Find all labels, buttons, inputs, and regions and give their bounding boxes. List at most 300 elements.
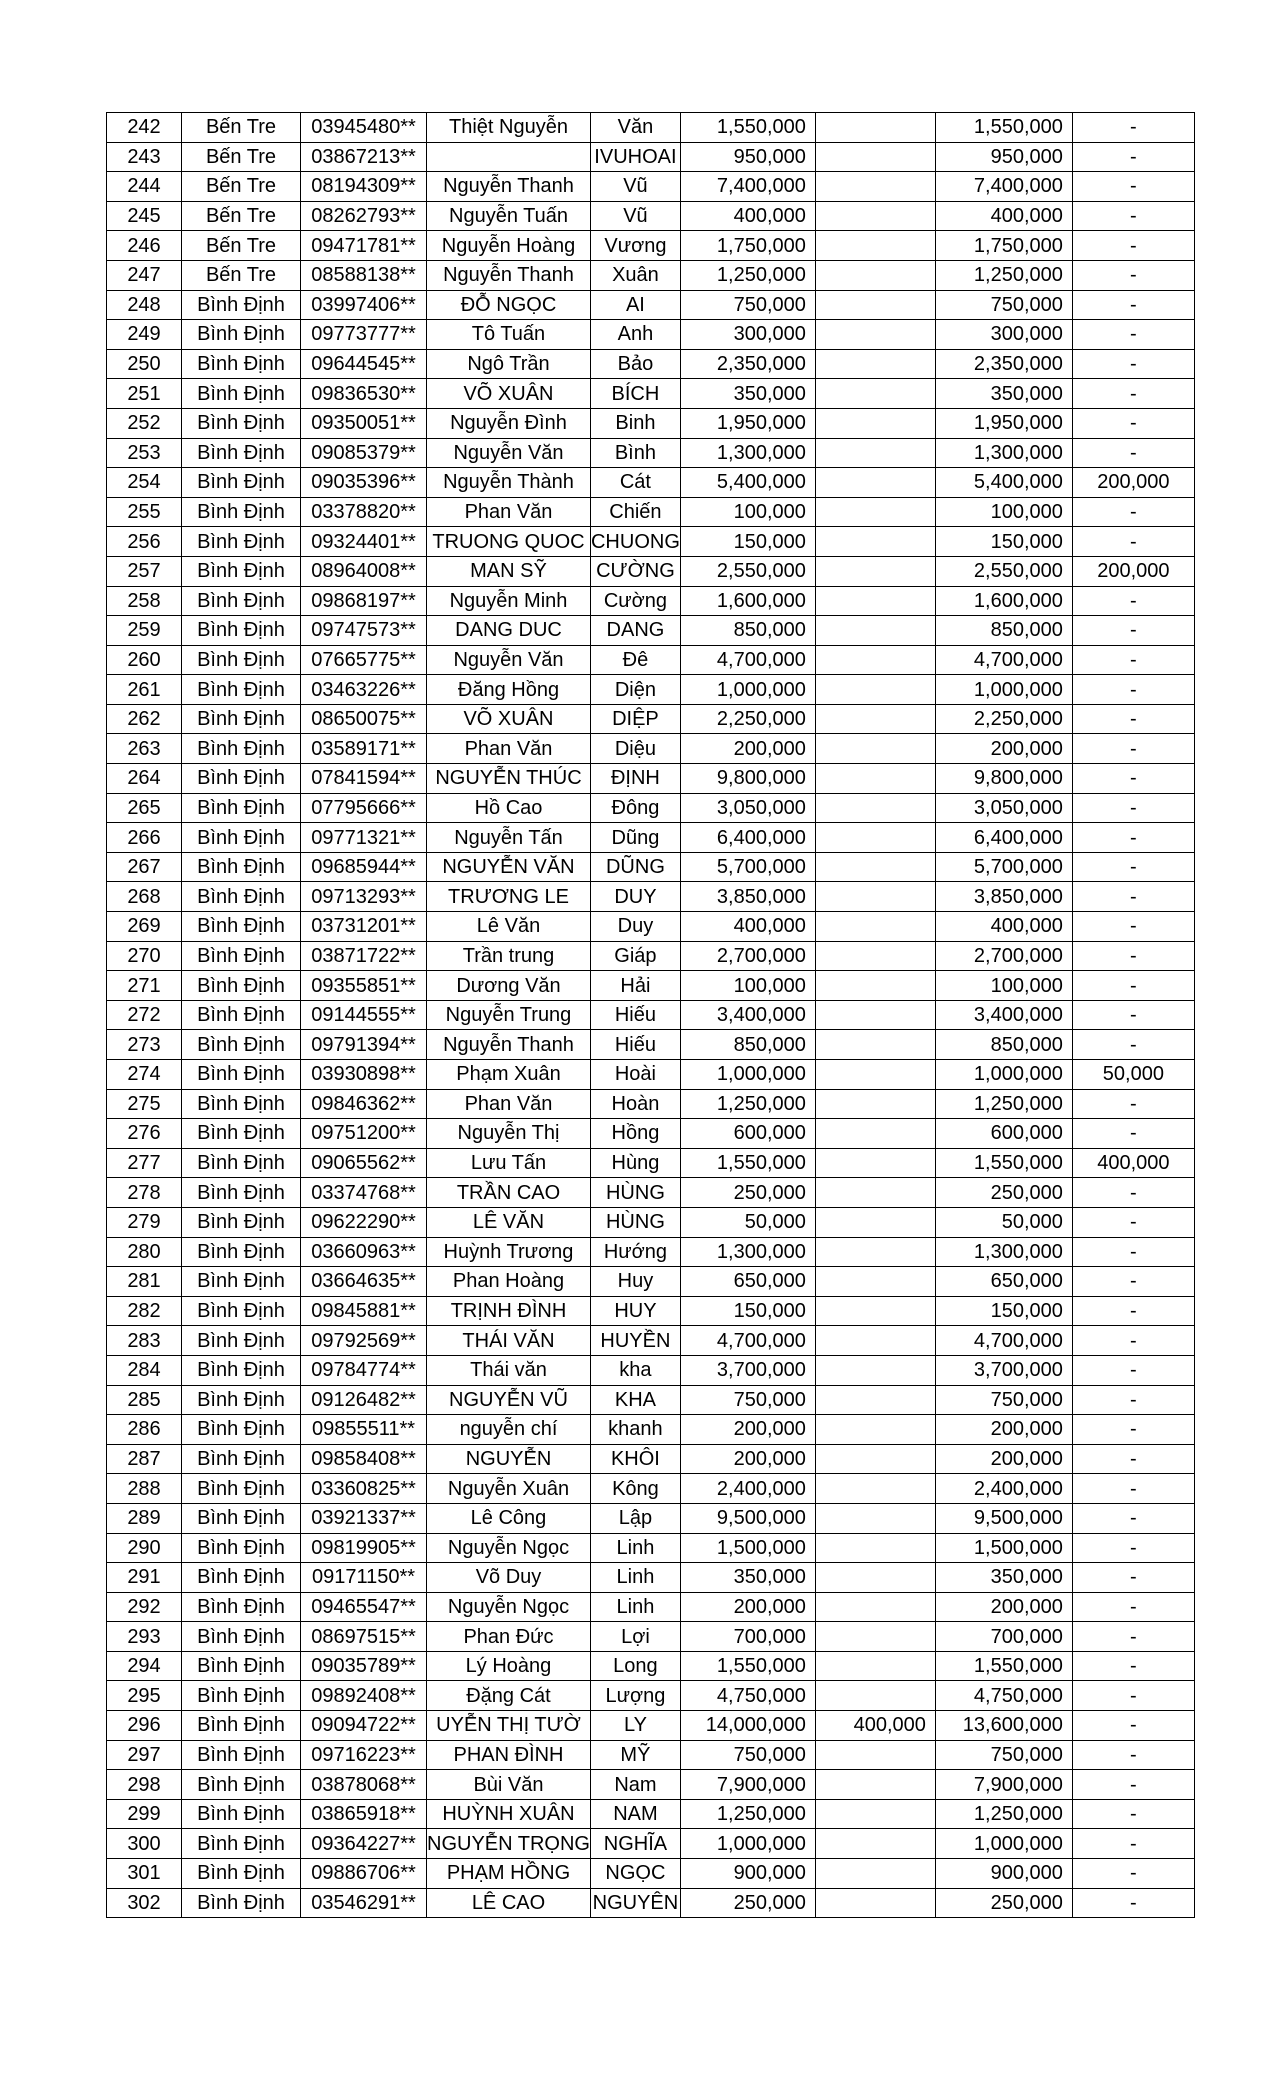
- cell-amount: 1,000,000: [680, 1060, 815, 1090]
- cell-amount: 200,000: [680, 1592, 815, 1622]
- cell-amount: 650,000: [680, 1267, 815, 1297]
- cell-province: Bình Định: [182, 616, 301, 646]
- table-row: [107, 1474, 1195, 1504]
- cell-bonus: -: [1072, 793, 1194, 823]
- cell-deduction: [815, 1326, 935, 1356]
- cell-bonus: -: [1072, 1296, 1194, 1326]
- cell-given-name: NGHĨA: [590, 1829, 680, 1859]
- cell-row-number: 268: [107, 882, 182, 912]
- cell-amount: 14,000,000: [680, 1711, 815, 1741]
- cell-province: Bình Định: [182, 1355, 301, 1385]
- cell-province: Bình Định: [182, 586, 301, 616]
- cell-deduction: [815, 645, 935, 675]
- cell-row-number: 251: [107, 379, 182, 409]
- table-row: [107, 527, 1195, 557]
- cell-phone: 08650075**: [301, 704, 427, 734]
- cell-phone: 03360825**: [301, 1474, 427, 1504]
- cell-net-amount: 2,400,000: [935, 1474, 1072, 1504]
- cell-province: Bình Định: [182, 1207, 301, 1237]
- cell-bonus: -: [1072, 616, 1194, 646]
- cell-province: Bình Định: [182, 734, 301, 764]
- cell-given-name: Lượng: [590, 1681, 680, 1711]
- cell-bonus: -: [1072, 586, 1194, 616]
- cell-net-amount: 1,550,000: [935, 113, 1072, 143]
- table-row: [107, 764, 1195, 794]
- table-row: [107, 1888, 1195, 1918]
- cell-surname: Nguyễn Thanh: [427, 260, 591, 290]
- cell-deduction: [815, 1474, 935, 1504]
- cell-amount: 900,000: [680, 1859, 815, 1889]
- cell-surname: Võ Duy: [427, 1563, 591, 1593]
- cell-surname: Phan Văn: [427, 497, 591, 527]
- cell-phone: 09713293**: [301, 882, 427, 912]
- cell-bonus: -: [1072, 172, 1194, 202]
- cell-row-number: 299: [107, 1799, 182, 1829]
- cell-row-number: 258: [107, 586, 182, 616]
- cell-phone: 09868197**: [301, 586, 427, 616]
- cell-surname: Trần trung: [427, 941, 591, 971]
- cell-bonus: -: [1072, 704, 1194, 734]
- cell-deduction: [815, 971, 935, 1001]
- cell-deduction: [815, 616, 935, 646]
- cell-given-name: MỸ: [590, 1740, 680, 1770]
- table-row: [107, 1415, 1195, 1445]
- cell-phone: 09716223**: [301, 1740, 427, 1770]
- cell-given-name: Diệu: [590, 734, 680, 764]
- cell-amount: 3,850,000: [680, 882, 815, 912]
- cell-province: Bình Định: [182, 1859, 301, 1889]
- cell-province: Bình Định: [182, 1711, 301, 1741]
- cell-province: Bình Định: [182, 1030, 301, 1060]
- cell-amount: 250,000: [680, 1888, 815, 1918]
- cell-deduction: [815, 349, 935, 379]
- cell-province: Bình Định: [182, 1178, 301, 1208]
- table-row: [107, 172, 1195, 202]
- cell-surname: Nguyễn Hoàng: [427, 231, 591, 261]
- cell-bonus: -: [1072, 823, 1194, 853]
- cell-row-number: 302: [107, 1888, 182, 1918]
- cell-given-name: KHA: [590, 1385, 680, 1415]
- cell-province: Bình Định: [182, 1415, 301, 1445]
- cell-surname: Nguyễn Tấn: [427, 823, 591, 853]
- cell-bonus: 200,000: [1072, 468, 1194, 498]
- cell-net-amount: 2,350,000: [935, 349, 1072, 379]
- table-row: [107, 1089, 1195, 1119]
- cell-amount: 200,000: [680, 1444, 815, 1474]
- table-row: [107, 1267, 1195, 1297]
- cell-row-number: 298: [107, 1770, 182, 1800]
- cell-row-number: 269: [107, 912, 182, 942]
- cell-row-number: 250: [107, 349, 182, 379]
- cell-amount: 7,900,000: [680, 1770, 815, 1800]
- cell-bonus: -: [1072, 527, 1194, 557]
- table-row: [107, 290, 1195, 320]
- cell-net-amount: 3,050,000: [935, 793, 1072, 823]
- cell-deduction: [815, 1030, 935, 1060]
- cell-deduction: [815, 172, 935, 202]
- cell-deduction: [815, 1355, 935, 1385]
- cell-phone: 07841594**: [301, 764, 427, 794]
- cell-phone: 03664635**: [301, 1267, 427, 1297]
- cell-amount: 200,000: [680, 1415, 815, 1445]
- cell-given-name: Bảo: [590, 349, 680, 379]
- cell-province: Bình Định: [182, 408, 301, 438]
- cell-phone: 08697515**: [301, 1622, 427, 1652]
- table-row: [107, 1326, 1195, 1356]
- table-row: [107, 852, 1195, 882]
- cell-deduction: [815, 793, 935, 823]
- cell-phone: 09819905**: [301, 1533, 427, 1563]
- cell-deduction: [815, 1385, 935, 1415]
- cell-amount: 350,000: [680, 1563, 815, 1593]
- cell-deduction: [815, 260, 935, 290]
- cell-amount: 2,350,000: [680, 349, 815, 379]
- cell-phone: 09858408**: [301, 1444, 427, 1474]
- cell-surname: nguyễn chí: [427, 1415, 591, 1445]
- cell-net-amount: 1,750,000: [935, 231, 1072, 261]
- cell-net-amount: 6,400,000: [935, 823, 1072, 853]
- cell-phone: 03374768**: [301, 1178, 427, 1208]
- cell-province: Bình Định: [182, 290, 301, 320]
- cell-row-number: 296: [107, 1711, 182, 1741]
- table-row: [107, 882, 1195, 912]
- cell-amount: 750,000: [680, 290, 815, 320]
- cell-row-number: 282: [107, 1296, 182, 1326]
- cell-surname: Lý Hoàng: [427, 1651, 591, 1681]
- cell-row-number: 281: [107, 1267, 182, 1297]
- cell-deduction: [815, 1060, 935, 1090]
- cell-net-amount: 250,000: [935, 1178, 1072, 1208]
- cell-phone: 03660963**: [301, 1237, 427, 1267]
- cell-deduction: [815, 1089, 935, 1119]
- cell-net-amount: 300,000: [935, 320, 1072, 350]
- cell-row-number: 280: [107, 1237, 182, 1267]
- cell-phone: 09791394**: [301, 1030, 427, 1060]
- cell-net-amount: 900,000: [935, 1859, 1072, 1889]
- cell-deduction: [815, 734, 935, 764]
- cell-given-name: NGỌC: [590, 1859, 680, 1889]
- cell-net-amount: 4,700,000: [935, 1326, 1072, 1356]
- cell-province: Bến Tre: [182, 231, 301, 261]
- cell-bonus: -: [1072, 1799, 1194, 1829]
- cell-bonus: -: [1072, 1592, 1194, 1622]
- cell-deduction: [815, 1829, 935, 1859]
- cell-deduction: [815, 1888, 935, 1918]
- cell-amount: 300,000: [680, 320, 815, 350]
- table-row: [107, 468, 1195, 498]
- cell-given-name: Linh: [590, 1533, 680, 1563]
- cell-row-number: 255: [107, 497, 182, 527]
- cell-surname: Ngô Trần: [427, 349, 591, 379]
- cell-net-amount: 9,500,000: [935, 1503, 1072, 1533]
- cell-amount: 200,000: [680, 734, 815, 764]
- cell-province: Bình Định: [182, 1770, 301, 1800]
- cell-surname: Phạm Xuân: [427, 1060, 591, 1090]
- cell-given-name: Cát: [590, 468, 680, 498]
- cell-province: Bình Định: [182, 852, 301, 882]
- cell-surname: TRUONG QUOC: [427, 527, 591, 557]
- cell-surname: Lê Văn: [427, 912, 591, 942]
- cell-amount: 50,000: [680, 1207, 815, 1237]
- cell-phone: 07795666**: [301, 793, 427, 823]
- data-table: [106, 112, 1195, 1918]
- cell-surname: VÕ XUÂN: [427, 379, 591, 409]
- cell-amount: 9,500,000: [680, 1503, 815, 1533]
- cell-net-amount: 750,000: [935, 1740, 1072, 1770]
- cell-province: Bến Tre: [182, 172, 301, 202]
- cell-bonus: -: [1072, 1207, 1194, 1237]
- cell-net-amount: 3,400,000: [935, 1000, 1072, 1030]
- cell-phone: 09094722**: [301, 1711, 427, 1741]
- cell-bonus: -: [1072, 1444, 1194, 1474]
- cell-bonus: -: [1072, 1711, 1194, 1741]
- cell-surname: Lê Công: [427, 1503, 591, 1533]
- cell-given-name: HÙNG: [590, 1178, 680, 1208]
- cell-deduction: [815, 142, 935, 172]
- cell-bonus: -: [1072, 497, 1194, 527]
- table-row: [107, 497, 1195, 527]
- cell-province: Bình Định: [182, 1296, 301, 1326]
- cell-bonus: -: [1072, 912, 1194, 942]
- cell-surname: Nguyễn Ngọc: [427, 1533, 591, 1563]
- cell-province: Bình Định: [182, 1888, 301, 1918]
- cell-net-amount: 2,700,000: [935, 941, 1072, 971]
- cell-province: Bình Định: [182, 1474, 301, 1504]
- table-row: [107, 1622, 1195, 1652]
- cell-deduction: [815, 586, 935, 616]
- cell-province: Bình Định: [182, 1503, 301, 1533]
- cell-amount: 1,750,000: [680, 231, 815, 261]
- cell-row-number: 289: [107, 1503, 182, 1533]
- cell-given-name: Vũ: [590, 201, 680, 231]
- cell-amount: 100,000: [680, 497, 815, 527]
- cell-phone: 03731201**: [301, 912, 427, 942]
- cell-given-name: kha: [590, 1355, 680, 1385]
- cell-phone: 08964008**: [301, 556, 427, 586]
- cell-province: Bình Định: [182, 1237, 301, 1267]
- cell-net-amount: 750,000: [935, 290, 1072, 320]
- cell-amount: 2,250,000: [680, 704, 815, 734]
- cell-net-amount: 1,000,000: [935, 675, 1072, 705]
- cell-row-number: 263: [107, 734, 182, 764]
- cell-given-name: Lợi: [590, 1622, 680, 1652]
- table-row: [107, 1385, 1195, 1415]
- cell-amount: 2,700,000: [680, 941, 815, 971]
- cell-row-number: 290: [107, 1533, 182, 1563]
- cell-net-amount: 7,900,000: [935, 1770, 1072, 1800]
- cell-deduction: [815, 941, 935, 971]
- cell-phone: 03865918**: [301, 1799, 427, 1829]
- cell-phone: 03546291**: [301, 1888, 427, 1918]
- cell-amount: 1,300,000: [680, 1237, 815, 1267]
- cell-net-amount: 50,000: [935, 1207, 1072, 1237]
- cell-net-amount: 200,000: [935, 1444, 1072, 1474]
- cell-phone: 09035396**: [301, 468, 427, 498]
- cell-row-number: 266: [107, 823, 182, 853]
- table-row: [107, 1207, 1195, 1237]
- cell-province: Bình Định: [182, 1089, 301, 1119]
- cell-bonus: -: [1072, 1355, 1194, 1385]
- table-row: [107, 1563, 1195, 1593]
- cell-phone: 09685944**: [301, 852, 427, 882]
- cell-given-name: Hướng: [590, 1237, 680, 1267]
- cell-surname: Phan Hoàng: [427, 1267, 591, 1297]
- cell-deduction: [815, 201, 935, 231]
- table-row: [107, 260, 1195, 290]
- cell-given-name: NAM: [590, 1799, 680, 1829]
- cell-bonus: -: [1072, 1681, 1194, 1711]
- cell-surname: NGUYỄN: [427, 1444, 591, 1474]
- cell-deduction: [815, 1000, 935, 1030]
- cell-province: Bình Định: [182, 793, 301, 823]
- cell-row-number: 278: [107, 1178, 182, 1208]
- cell-amount: 4,700,000: [680, 1326, 815, 1356]
- cell-amount: 3,700,000: [680, 1355, 815, 1385]
- cell-province: Bình Định: [182, 1119, 301, 1149]
- cell-net-amount: 2,550,000: [935, 556, 1072, 586]
- cell-row-number: 285: [107, 1385, 182, 1415]
- cell-deduction: [815, 1859, 935, 1889]
- cell-net-amount: 150,000: [935, 527, 1072, 557]
- table-row: [107, 1060, 1195, 1090]
- cell-given-name: Vương: [590, 231, 680, 261]
- cell-given-name: DANG: [590, 616, 680, 646]
- cell-net-amount: 200,000: [935, 1592, 1072, 1622]
- cell-bonus: -: [1072, 1385, 1194, 1415]
- cell-net-amount: 400,000: [935, 201, 1072, 231]
- cell-province: Bình Định: [182, 1444, 301, 1474]
- cell-deduction: [815, 379, 935, 409]
- table-row: [107, 704, 1195, 734]
- cell-bonus: -: [1072, 438, 1194, 468]
- table-row: [107, 645, 1195, 675]
- cell-net-amount: 1,550,000: [935, 1148, 1072, 1178]
- cell-surname: Đặng Cát: [427, 1681, 591, 1711]
- cell-province: Bình Định: [182, 497, 301, 527]
- cell-given-name: HUYỀN: [590, 1326, 680, 1356]
- cell-row-number: 276: [107, 1119, 182, 1149]
- cell-deduction: [815, 1651, 935, 1681]
- cell-row-number: 244: [107, 172, 182, 202]
- cell-bonus: -: [1072, 142, 1194, 172]
- cell-surname: Phan Văn: [427, 1089, 591, 1119]
- cell-surname: NGUYỄN TRỌNG: [427, 1829, 591, 1859]
- table-row: [107, 142, 1195, 172]
- cell-row-number: 261: [107, 675, 182, 705]
- cell-phone: 09350051**: [301, 408, 427, 438]
- cell-row-number: 265: [107, 793, 182, 823]
- cell-amount: 4,750,000: [680, 1681, 815, 1711]
- table-row: [107, 231, 1195, 261]
- cell-phone: 09892408**: [301, 1681, 427, 1711]
- cell-deduction: [815, 290, 935, 320]
- cell-row-number: 297: [107, 1740, 182, 1770]
- cell-net-amount: 100,000: [935, 971, 1072, 1001]
- cell-row-number: 242: [107, 113, 182, 143]
- cell-phone: 07665775**: [301, 645, 427, 675]
- table-row: [107, 675, 1195, 705]
- cell-bonus: -: [1072, 675, 1194, 705]
- cell-surname: Nguyễn Xuân: [427, 1474, 591, 1504]
- cell-amount: 2,550,000: [680, 556, 815, 586]
- cell-given-name: Đông: [590, 793, 680, 823]
- cell-net-amount: 7,400,000: [935, 172, 1072, 202]
- cell-phone: 08588138**: [301, 260, 427, 290]
- cell-bonus: -: [1072, 882, 1194, 912]
- cell-amount: 850,000: [680, 1030, 815, 1060]
- table-row: [107, 793, 1195, 823]
- cell-deduction: [815, 1178, 935, 1208]
- cell-given-name: Kông: [590, 1474, 680, 1504]
- cell-net-amount: 100,000: [935, 497, 1072, 527]
- cell-row-number: 301: [107, 1859, 182, 1889]
- cell-bonus: -: [1072, 764, 1194, 794]
- cell-phone: 09836530**: [301, 379, 427, 409]
- cell-given-name: Văn: [590, 113, 680, 143]
- cell-phone: 09144555**: [301, 1000, 427, 1030]
- table-row: [107, 1681, 1195, 1711]
- cell-net-amount: 1,300,000: [935, 1237, 1072, 1267]
- table-row: [107, 1740, 1195, 1770]
- cell-bonus: -: [1072, 1089, 1194, 1119]
- cell-given-name: NGUYÊN: [590, 1888, 680, 1918]
- cell-amount: 1,500,000: [680, 1533, 815, 1563]
- cell-given-name: CƯỜNG: [590, 556, 680, 586]
- cell-given-name: IVUHOAI: [590, 142, 680, 172]
- cell-row-number: 273: [107, 1030, 182, 1060]
- cell-bonus: -: [1072, 1000, 1194, 1030]
- cell-given-name: Long: [590, 1651, 680, 1681]
- cell-province: Bình Định: [182, 912, 301, 942]
- table-row: [107, 320, 1195, 350]
- cell-province: Bình Định: [182, 675, 301, 705]
- cell-surname: NGUYỄN VŨ: [427, 1385, 591, 1415]
- cell-phone: 03871722**: [301, 941, 427, 971]
- cell-net-amount: 400,000: [935, 912, 1072, 942]
- cell-amount: 750,000: [680, 1385, 815, 1415]
- cell-deduction: [815, 1622, 935, 1652]
- cell-surname: Nguyễn Ngọc: [427, 1592, 591, 1622]
- cell-row-number: 286: [107, 1415, 182, 1445]
- cell-bonus: -: [1072, 320, 1194, 350]
- cell-surname: NGUYỄN VĂN: [427, 852, 591, 882]
- cell-deduction: [815, 882, 935, 912]
- cell-given-name: Hùng: [590, 1148, 680, 1178]
- cell-surname: Nguyễn Thanh: [427, 1030, 591, 1060]
- table-row: [107, 1770, 1195, 1800]
- cell-net-amount: 850,000: [935, 616, 1072, 646]
- cell-bonus: -: [1072, 1415, 1194, 1445]
- cell-net-amount: 650,000: [935, 1267, 1072, 1297]
- cell-bonus: -: [1072, 260, 1194, 290]
- cell-province: Bình Định: [182, 349, 301, 379]
- cell-province: Bình Định: [182, 379, 301, 409]
- cell-row-number: 260: [107, 645, 182, 675]
- cell-bonus: -: [1072, 231, 1194, 261]
- cell-bonus: -: [1072, 1326, 1194, 1356]
- cell-deduction: [815, 1740, 935, 1770]
- table-row: [107, 1000, 1195, 1030]
- cell-province: Bình Định: [182, 1060, 301, 1090]
- cell-surname: TRƯƠNG LE: [427, 882, 591, 912]
- table-row: [107, 912, 1195, 942]
- cell-bonus: -: [1072, 1859, 1194, 1889]
- cell-bonus: -: [1072, 1503, 1194, 1533]
- cell-surname: Bùi Văn: [427, 1770, 591, 1800]
- cell-row-number: 257: [107, 556, 182, 586]
- cell-deduction: [815, 1563, 935, 1593]
- cell-province: Bình Định: [182, 1563, 301, 1593]
